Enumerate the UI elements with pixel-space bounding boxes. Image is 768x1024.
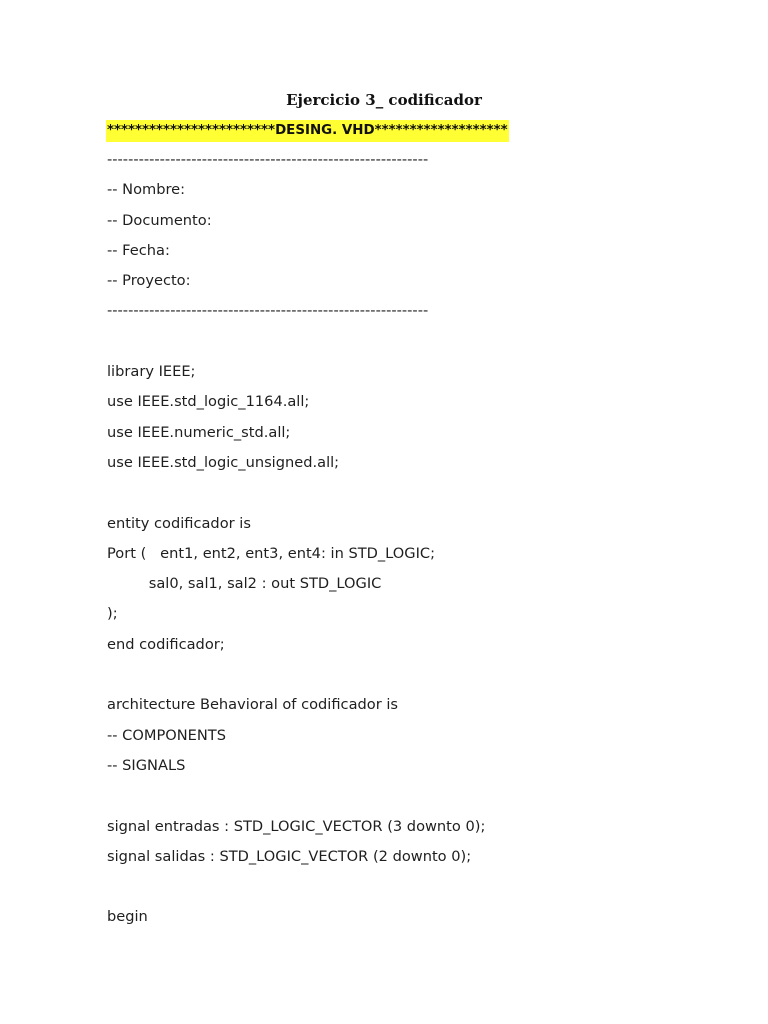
code-line: end codificador; [107, 635, 225, 653]
code-line: -- COMPONENTS [107, 726, 226, 744]
code-line: -- Documento: [107, 211, 212, 229]
code-line [107, 874, 747, 904]
code-line [107, 329, 747, 359]
code-line: entity codificador is [107, 514, 251, 532]
code-line: -- Proyecto: [107, 272, 191, 290]
code-line: architecture Behavioral of codificador is [107, 696, 399, 714]
code-line: library IEEE; [107, 363, 196, 381]
code-line: -- SIGNALS [107, 756, 186, 774]
code-line: -- Fecha: [107, 241, 170, 259]
code-line [107, 783, 747, 813]
code-line: use IEEE.std_logic_1164.all; [107, 393, 310, 411]
code-line: ------------------------------------------------------------- [107, 302, 429, 320]
highlighted-banner: ************************DESING. VHD******************* [106, 120, 509, 142]
code-line: signal salidas : STD_LOGIC_VECTOR (2 downto 0); [107, 847, 472, 865]
code-line: ); [107, 605, 118, 623]
document-title: Ejercicio 3_ codificador [286, 91, 482, 109]
code-line: use IEEE.std_logic_unsigned.all; [107, 453, 340, 471]
code-line [107, 662, 747, 692]
code-line: Port ( ent1, ent2, ent3, ent4: in STD_LOGIC; [107, 544, 435, 562]
code-line [107, 480, 747, 510]
code-line: -- Nombre: [107, 181, 186, 199]
code-line: begin [107, 908, 148, 926]
code-listing [107, 147, 747, 935]
code-line: signal entradas : STD_LOGIC_VECTOR (3 downto 0); [107, 817, 486, 835]
code-line: sal0, sal1, sal2 : out STD_LOGIC [107, 575, 382, 593]
code-line: use IEEE.numeric_std.all; [107, 423, 291, 441]
code-line: ------------------------------------------------------------- [107, 151, 429, 168]
